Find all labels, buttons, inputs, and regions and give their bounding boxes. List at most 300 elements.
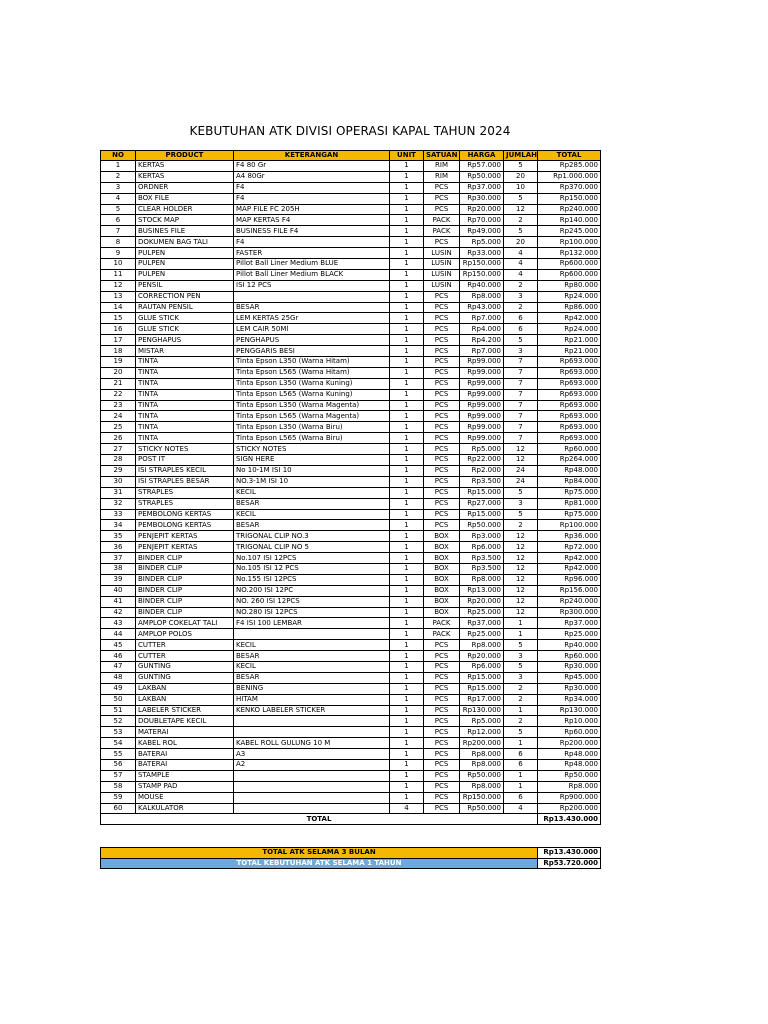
cell-satuan: PCS	[424, 313, 460, 324]
table-header-row	[101, 151, 601, 161]
cell-unit: 1	[390, 683, 424, 694]
table-row	[101, 226, 601, 237]
cell-harga: Rp99.000	[460, 411, 504, 422]
cell-satuan: PCS	[424, 476, 460, 487]
cell-satuan: PCS	[424, 324, 460, 335]
cell-total: Rp60.000	[538, 727, 601, 738]
cell-unit: 1	[390, 411, 424, 422]
cell-satuan: RIM	[424, 161, 460, 172]
cell-harga: Rp17.000	[460, 694, 504, 705]
cell-no: 53	[101, 727, 136, 738]
cell-jumlah: 24	[504, 465, 538, 476]
cell-keterangan: BUSINESS FILE F4	[234, 226, 390, 237]
cell-keterangan: BESAR	[234, 302, 390, 313]
table-row	[101, 204, 601, 215]
cell-unit: 1	[390, 444, 424, 455]
cell-total: Rp693.000	[538, 389, 601, 400]
cell-keterangan: ISI 12 PCS	[234, 280, 390, 291]
cell-jumlah: 4	[504, 248, 538, 259]
cell-total: Rp42.000	[538, 553, 601, 564]
cell-unit: 1	[390, 716, 424, 727]
cell-harga: Rp7.000	[460, 313, 504, 324]
cell-unit: 1	[390, 291, 424, 302]
cell-total: Rp100.000	[538, 520, 601, 531]
cell-satuan: PCS	[424, 487, 460, 498]
one-year-value: Rp53.720.000	[538, 858, 601, 869]
cell-total: Rp140.000	[538, 215, 601, 226]
cell-unit: 1	[390, 520, 424, 531]
cell-unit: 1	[390, 781, 424, 792]
cell-keterangan: NO.280 ISI 12PCS	[234, 607, 390, 618]
cell-no: 46	[101, 651, 136, 662]
cell-product: KABEL ROL	[136, 738, 234, 749]
cell-no: 30	[101, 476, 136, 487]
cell-harga: Rp3.500	[460, 553, 504, 564]
cell-keterangan: F4 80 Gr	[234, 161, 390, 172]
cell-product: TINTA	[136, 378, 234, 389]
cell-harga: Rp20.000	[460, 596, 504, 607]
cell-no: 37	[101, 553, 136, 564]
cell-total: Rp60.000	[538, 444, 601, 455]
cell-total: Rp693.000	[538, 378, 601, 389]
cell-jumlah: 2	[504, 683, 538, 694]
cell-total: Rp21.000	[538, 346, 601, 357]
cell-no: 40	[101, 585, 136, 596]
cell-jumlah: 7	[504, 357, 538, 368]
cell-unit: 1	[390, 302, 424, 313]
cell-satuan: LUSIN	[424, 280, 460, 291]
table-row	[101, 280, 601, 291]
cell-satuan: PCS	[424, 346, 460, 357]
cell-no: 56	[101, 759, 136, 770]
cell-jumlah: 7	[504, 389, 538, 400]
cell-product: AMPLOP POLOS	[136, 629, 234, 640]
cell-keterangan	[234, 629, 390, 640]
cell-jumlah: 7	[504, 378, 538, 389]
cell-product: GLUE STICK	[136, 313, 234, 324]
one-year-label: TOTAL KEBUTUHAN ATK SELAMA 1 TAHUN	[101, 858, 538, 869]
summary-table	[100, 847, 601, 869]
cell-jumlah: 1	[504, 781, 538, 792]
table-row	[101, 759, 601, 770]
cell-no: 50	[101, 694, 136, 705]
cell-product: MOUSE	[136, 792, 234, 803]
cell-product: CLEAR HOLDER	[136, 204, 234, 215]
cell-no: 32	[101, 498, 136, 509]
cell-no: 58	[101, 781, 136, 792]
cell-unit: 1	[390, 640, 424, 651]
table-row	[101, 531, 601, 542]
cell-harga: Rp99.000	[460, 367, 504, 378]
cell-satuan: PCS	[424, 335, 460, 346]
cell-jumlah: 5	[504, 193, 538, 204]
cell-harga: Rp20.000	[460, 204, 504, 215]
cell-unit: 1	[390, 161, 424, 172]
table-row	[101, 433, 601, 444]
cell-jumlah: 20	[504, 171, 538, 182]
cell-keterangan: Pillot Ball Liner Medium BLACK	[234, 269, 390, 280]
cell-total: Rp8.000	[538, 781, 601, 792]
cell-harga: Rp150.000	[460, 259, 504, 270]
cell-total: Rp50.000	[538, 770, 601, 781]
cell-satuan: PCS	[424, 302, 460, 313]
cell-satuan: PCS	[424, 727, 460, 738]
cell-product: GUNTING	[136, 672, 234, 683]
cell-keterangan: Tinta Epson L350 (Warna Hitam)	[234, 357, 390, 368]
cell-satuan: BOX	[424, 574, 460, 585]
table-row	[101, 607, 601, 618]
cell-unit: 1	[390, 661, 424, 672]
column-header-unit: UNIT	[390, 151, 424, 161]
cell-no: 52	[101, 716, 136, 727]
cell-harga: Rp12.000	[460, 727, 504, 738]
cell-keterangan: KECIL	[234, 487, 390, 498]
cell-harga: Rp7.000	[460, 346, 504, 357]
cell-jumlah: 7	[504, 367, 538, 378]
cell-satuan: LUSIN	[424, 259, 460, 270]
cell-unit: 1	[390, 400, 424, 411]
cell-satuan: PCS	[424, 433, 460, 444]
cell-harga: Rp6.000	[460, 542, 504, 553]
cell-product: STAMP PAD	[136, 781, 234, 792]
cell-jumlah: 10	[504, 182, 538, 193]
table-body	[101, 161, 601, 814]
cell-no: 21	[101, 378, 136, 389]
cell-jumlah: 7	[504, 411, 538, 422]
cell-product: BINDER CLIP	[136, 553, 234, 564]
cell-satuan: LUSIN	[424, 248, 460, 259]
cell-unit: 4	[390, 803, 424, 814]
cell-harga: Rp99.000	[460, 378, 504, 389]
cell-total: Rp34.000	[538, 694, 601, 705]
table-row	[101, 422, 601, 433]
cell-keterangan: LEM KERTAS 25Gr	[234, 313, 390, 324]
cell-keterangan	[234, 803, 390, 814]
cell-jumlah: 5	[504, 335, 538, 346]
cell-harga: Rp150.000	[460, 792, 504, 803]
cell-product: ORDNER	[136, 182, 234, 193]
cell-harga: Rp99.000	[460, 422, 504, 433]
cell-satuan: LUSIN	[424, 269, 460, 280]
cell-unit: 1	[390, 487, 424, 498]
cell-harga: Rp40.000	[460, 280, 504, 291]
cell-product: BINDER CLIP	[136, 574, 234, 585]
cell-product: PENSIL	[136, 280, 234, 291]
cell-total: Rp693.000	[538, 357, 601, 368]
cell-harga: Rp99.000	[460, 389, 504, 400]
cell-harga: Rp15.000	[460, 672, 504, 683]
cell-product: KALKULATOR	[136, 803, 234, 814]
cell-jumlah: 5	[504, 727, 538, 738]
cell-harga: Rp130.000	[460, 705, 504, 716]
cell-product: GLUE STICK	[136, 324, 234, 335]
table-row	[101, 357, 601, 368]
cell-unit: 1	[390, 465, 424, 476]
cell-jumlah: 1	[504, 629, 538, 640]
cell-satuan: PACK	[424, 215, 460, 226]
cell-unit: 1	[390, 672, 424, 683]
cell-harga: Rp15.000	[460, 487, 504, 498]
cell-no: 22	[101, 389, 136, 400]
cell-keterangan: No.105 ISI 12 PCS	[234, 563, 390, 574]
cell-jumlah: 4	[504, 269, 538, 280]
cell-no: 38	[101, 563, 136, 574]
cell-harga: Rp70.000	[460, 215, 504, 226]
cell-jumlah: 6	[504, 792, 538, 803]
column-header-product: PRODUCT	[136, 151, 234, 161]
cell-total: Rp96.000	[538, 574, 601, 585]
cell-jumlah: 2	[504, 302, 538, 313]
cell-unit: 1	[390, 182, 424, 193]
cell-unit: 1	[390, 596, 424, 607]
cell-unit: 1	[390, 226, 424, 237]
cell-product: STICKY NOTES	[136, 444, 234, 455]
table-row	[101, 367, 601, 378]
summary-three-month-row	[101, 848, 601, 859]
cell-jumlah: 7	[504, 433, 538, 444]
cell-jumlah: 4	[504, 259, 538, 270]
cell-keterangan: NO.200 ISI 12PC	[234, 585, 390, 596]
cell-total: Rp245.000	[538, 226, 601, 237]
three-month-label: TOTAL ATK SELAMA 3 BULAN	[101, 848, 538, 859]
cell-keterangan: BESAR	[234, 520, 390, 531]
cell-unit: 1	[390, 498, 424, 509]
cell-keterangan: TRIGONAL CLIP NO.3	[234, 531, 390, 542]
cell-satuan: PCS	[424, 411, 460, 422]
cell-harga: Rp22.000	[460, 455, 504, 466]
cell-total: Rp84.000	[538, 476, 601, 487]
table-row	[101, 770, 601, 781]
cell-harga: Rp49.000	[460, 226, 504, 237]
cell-no: 23	[101, 400, 136, 411]
cell-total: Rp693.000	[538, 367, 601, 378]
cell-keterangan: KENKO LABELER STICKER	[234, 705, 390, 716]
table-row	[101, 661, 601, 672]
cell-jumlah: 1	[504, 618, 538, 629]
cell-unit: 1	[390, 335, 424, 346]
cell-unit: 1	[390, 171, 424, 182]
cell-unit: 1	[390, 346, 424, 357]
cell-keterangan	[234, 716, 390, 727]
cell-unit: 1	[390, 694, 424, 705]
cell-product: PEMBOLONG KERTAS	[136, 509, 234, 520]
cell-satuan: PCS	[424, 193, 460, 204]
cell-product: LAKBAN	[136, 683, 234, 694]
cell-unit: 1	[390, 727, 424, 738]
cell-total: Rp100.000	[538, 237, 601, 248]
table-row	[101, 476, 601, 487]
cell-jumlah: 12	[504, 574, 538, 585]
cell-product: GUNTING	[136, 661, 234, 672]
cell-satuan: PCS	[424, 237, 460, 248]
cell-unit: 1	[390, 770, 424, 781]
cell-jumlah: 3	[504, 291, 538, 302]
cell-product: CUTTER	[136, 640, 234, 651]
cell-keterangan	[234, 792, 390, 803]
cell-keterangan: Tinta Epson L565 (Warna Magenta)	[234, 411, 390, 422]
table-row	[101, 792, 601, 803]
table-row	[101, 738, 601, 749]
cell-no: 1	[101, 161, 136, 172]
table-row	[101, 411, 601, 422]
table-row	[101, 291, 601, 302]
column-header-harga: HARGA	[460, 151, 504, 161]
cell-satuan: PACK	[424, 618, 460, 629]
table-row	[101, 378, 601, 389]
cell-keterangan: TRIGONAL CLIP NO 5	[234, 542, 390, 553]
cell-satuan: PCS	[424, 781, 460, 792]
cell-total: Rp264.000	[538, 455, 601, 466]
cell-total: Rp30.000	[538, 661, 601, 672]
cell-total: Rp37.000	[538, 618, 601, 629]
cell-harga: Rp99.000	[460, 400, 504, 411]
column-header-satuan: SATUAN	[424, 151, 460, 161]
cell-keterangan: KECIL	[234, 640, 390, 651]
cell-no: 2	[101, 171, 136, 182]
total-value: Rp13.430.000	[538, 814, 601, 825]
cell-unit: 1	[390, 280, 424, 291]
cell-no: 36	[101, 542, 136, 553]
cell-no: 51	[101, 705, 136, 716]
table-row	[101, 629, 601, 640]
table-row	[101, 346, 601, 357]
cell-harga: Rp3.500	[460, 563, 504, 574]
cell-total: Rp10.000	[538, 716, 601, 727]
table-row	[101, 259, 601, 270]
cell-jumlah: 5	[504, 226, 538, 237]
cell-no: 31	[101, 487, 136, 498]
cell-satuan: PCS	[424, 455, 460, 466]
cell-keterangan	[234, 781, 390, 792]
cell-keterangan: F4	[234, 193, 390, 204]
cell-keterangan: PENGHAPUS	[234, 335, 390, 346]
cell-total: Rp900.000	[538, 792, 601, 803]
cell-harga: Rp15.000	[460, 509, 504, 520]
cell-keterangan: MAP FILE FC 205H	[234, 204, 390, 215]
cell-no: 8	[101, 237, 136, 248]
cell-harga: Rp27.000	[460, 498, 504, 509]
cell-jumlah: 12	[504, 596, 538, 607]
atk-table	[100, 150, 601, 825]
cell-product: TINTA	[136, 411, 234, 422]
table-row	[101, 182, 601, 193]
cell-no: 29	[101, 465, 136, 476]
cell-satuan: PCS	[424, 672, 460, 683]
cell-product: STOCK MAP	[136, 215, 234, 226]
cell-product: AMPLOP COKELAT TALI	[136, 618, 234, 629]
cell-no: 44	[101, 629, 136, 640]
cell-total: Rp72.000	[538, 542, 601, 553]
table-row	[101, 269, 601, 280]
cell-unit: 1	[390, 607, 424, 618]
cell-product: RAUTAN PENSIL	[136, 302, 234, 313]
cell-product: DOKUMEN BAG TALI	[136, 237, 234, 248]
cell-total: Rp75.000	[538, 509, 601, 520]
cell-satuan: BOX	[424, 542, 460, 553]
cell-jumlah: 5	[504, 161, 538, 172]
cell-harga: Rp15.000	[460, 683, 504, 694]
cell-jumlah: 12	[504, 531, 538, 542]
cell-keterangan: No.155 ISI 12PCS	[234, 574, 390, 585]
cell-total: Rp30.000	[538, 683, 601, 694]
cell-no: 3	[101, 182, 136, 193]
cell-no: 25	[101, 422, 136, 433]
cell-unit: 1	[390, 455, 424, 466]
cell-unit: 1	[390, 259, 424, 270]
cell-satuan: BOX	[424, 563, 460, 574]
cell-harga: Rp50.000	[460, 803, 504, 814]
cell-keterangan: A2	[234, 759, 390, 770]
cell-total: Rp42.000	[538, 313, 601, 324]
table-row	[101, 672, 601, 683]
cell-jumlah: 12	[504, 455, 538, 466]
cell-satuan: BOX	[424, 607, 460, 618]
cell-harga: Rp99.000	[460, 357, 504, 368]
cell-total: Rp21.000	[538, 335, 601, 346]
cell-total: Rp150.000	[538, 193, 601, 204]
cell-keterangan: PENGGARIS BESI	[234, 346, 390, 357]
cell-keterangan: Tinta Epson L565 (Warna Kuning)	[234, 389, 390, 400]
cell-total: Rp240.000	[538, 204, 601, 215]
cell-product: CUTTER	[136, 651, 234, 662]
cell-no: 17	[101, 335, 136, 346]
cell-harga: Rp8.000	[460, 759, 504, 770]
column-header-no: NO	[101, 151, 136, 161]
cell-no: 5	[101, 204, 136, 215]
cell-no: 43	[101, 618, 136, 629]
cell-product: BINDER CLIP	[136, 563, 234, 574]
cell-product: LAKBAN	[136, 694, 234, 705]
cell-total: Rp1.000.000	[538, 171, 601, 182]
cell-no: 18	[101, 346, 136, 357]
cell-jumlah: 7	[504, 422, 538, 433]
cell-unit: 1	[390, 618, 424, 629]
cell-harga: Rp3.500	[460, 476, 504, 487]
cell-satuan: PCS	[424, 640, 460, 651]
cell-no: 16	[101, 324, 136, 335]
cell-unit: 1	[390, 324, 424, 335]
cell-total: Rp200.000	[538, 803, 601, 814]
cell-unit: 1	[390, 357, 424, 368]
cell-product: KERTAS	[136, 161, 234, 172]
cell-jumlah: 1	[504, 738, 538, 749]
cell-jumlah: 20	[504, 237, 538, 248]
cell-keterangan: BENING	[234, 683, 390, 694]
table-row	[101, 161, 601, 172]
table-row	[101, 553, 601, 564]
cell-total: Rp48.000	[538, 759, 601, 770]
cell-satuan: PCS	[424, 694, 460, 705]
cell-harga: Rp8.000	[460, 749, 504, 760]
cell-product: STRAPLES	[136, 498, 234, 509]
cell-no: 57	[101, 770, 136, 781]
cell-product: PULPEN	[136, 259, 234, 270]
cell-no: 54	[101, 738, 136, 749]
table-row	[101, 640, 601, 651]
cell-product: PULPEN	[136, 269, 234, 280]
cell-jumlah: 3	[504, 498, 538, 509]
cell-satuan: PCS	[424, 803, 460, 814]
cell-product: BOX FILE	[136, 193, 234, 204]
cell-no: 55	[101, 749, 136, 760]
cell-jumlah: 12	[504, 542, 538, 553]
cell-satuan: PCS	[424, 400, 460, 411]
cell-satuan: PCS	[424, 509, 460, 520]
cell-product: TINTA	[136, 367, 234, 378]
cell-harga: Rp25.000	[460, 607, 504, 618]
cell-keterangan: NO. 260 ISI 12PCS	[234, 596, 390, 607]
cell-unit: 1	[390, 509, 424, 520]
